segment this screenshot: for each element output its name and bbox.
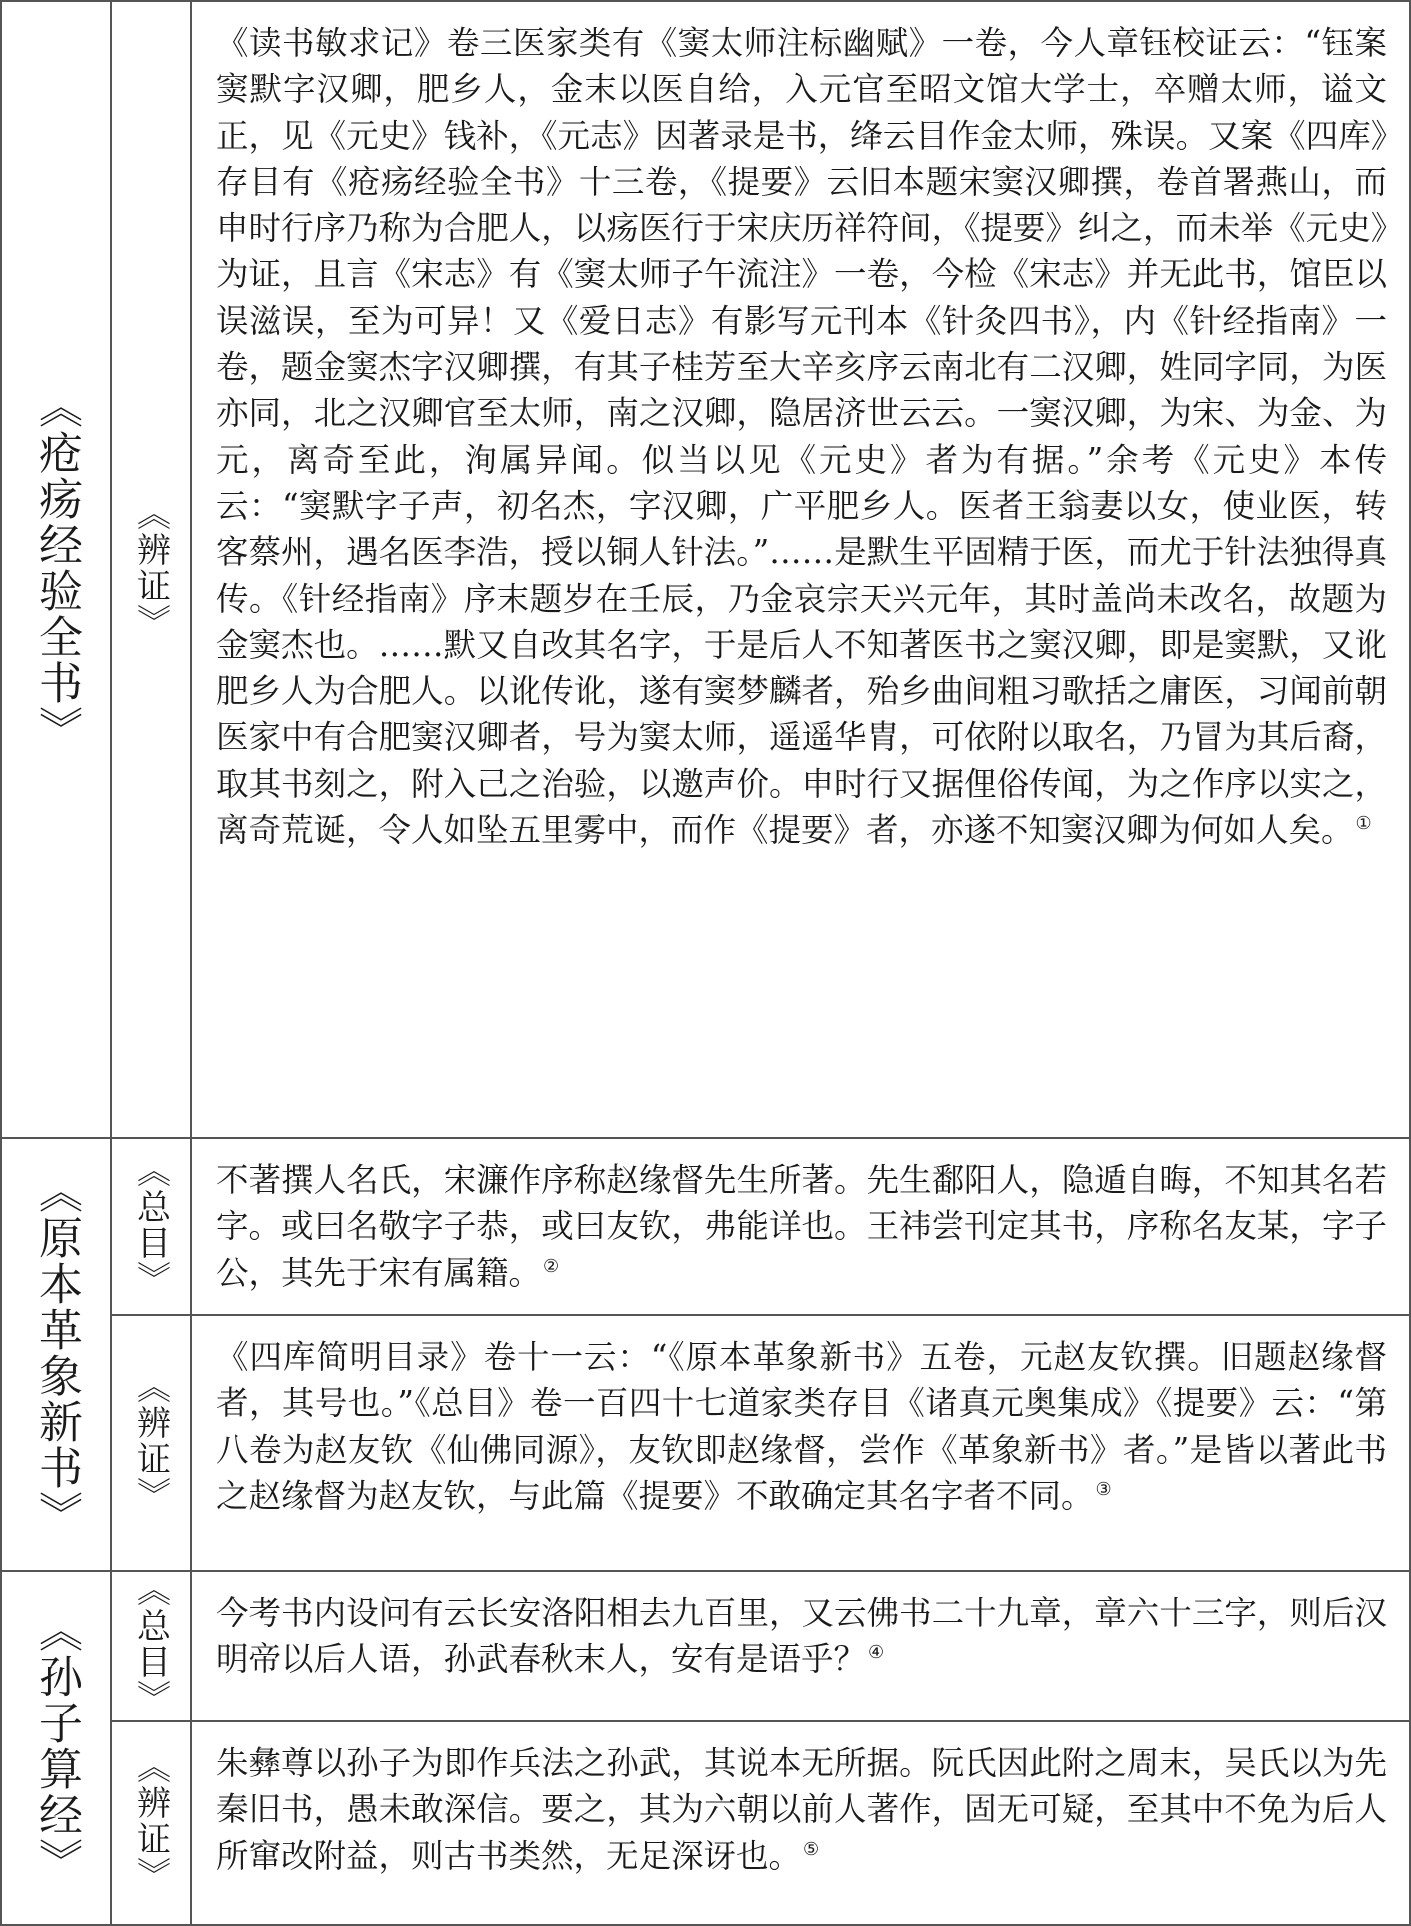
- book-title: 《疮疡经验全书》: [31, 383, 82, 752]
- book-title: 《孙子算经》: [31, 1608, 82, 1884]
- category-cell: [111, 1721, 191, 1925]
- footnote-mark: ⑤: [803, 1838, 820, 1860]
- category-label: 《总目》: [130, 1152, 171, 1297]
- category-cell: [111, 1138, 191, 1315]
- category-label: 《辨证》: [130, 1749, 171, 1893]
- table-row: [1, 1138, 1410, 1315]
- footnote-mark: ②: [543, 1255, 560, 1277]
- category-label: 《总目》: [130, 1572, 171, 1716]
- content-cell: [191, 1, 1410, 1138]
- footnote-mark: ④: [868, 1642, 885, 1664]
- book-title-cell: [1, 1, 111, 1138]
- content-cell: [191, 1138, 1410, 1315]
- content-text: 朱彝尊以孙子为即作兵法之孙武，其说本无所据。阮氏因此附之周末，吴氏以为先秦旧书，愚未敢深信。要之，其为六朝以前人著作，固无可疑，至其中不免为后人所窜改附益，则古书类然，无足深讶也。: [216, 1744, 1387, 1875]
- category-cell: [111, 1315, 191, 1571]
- category-label: 《辨证》: [130, 495, 171, 640]
- book-title-cell: [1, 1571, 111, 1925]
- footnote-mark: ③: [1095, 1479, 1112, 1501]
- table-row: [1, 1, 1410, 1138]
- footnote-mark: ①: [1355, 813, 1372, 835]
- content-text: 今考书内设问有云长安洛阳相去九百里，又云佛书二十九章，章六十三字，则后汉明帝以后人语，孙武春秋末人，安有是语乎？: [216, 1594, 1387, 1679]
- table-row: [1, 1571, 1410, 1721]
- content-cell: [191, 1721, 1410, 1925]
- book-title: 《原本革象新书》: [31, 1168, 82, 1537]
- category-label: 《辨证》: [130, 1369, 171, 1513]
- table-row: [1, 1315, 1410, 1571]
- content-cell: [191, 1571, 1410, 1721]
- content-text: 《读书敏求记》卷三医家类有《窦太师注标幽赋》一卷，今人章钰校证云：“钰案窦默字汉卿，肥乡人，金末以医自给，入元官至昭文馆大学士，卒赠太师，谥文正，见《元史》钱补，《元志》因著录是书，绛云目作金太师，殊误。又案《四库》存目有《疮疡经验全书》十三卷，《提要》云旧本题宋窦汉卿撰，卷首署燕山，而申时行序乃称为合肥人，以疡医行于宋庆历祥符间，《提要》纠之，而未举《元史》为证，且言《宋志》有《窦太师子午流注》一卷，今检《宋志》并无此书，馆臣以误滋误，至为可异！又《爱日志》有影写元刊本《针灸四书》，内《针经指南》一卷，题金窦杰字汉卿撰，有其子桂芳至大辛亥序云南北有二汉卿，姓同字同，为医亦同，北之汉卿官至太师，南之汉卿，隐居济世云云。一窦汉卿，为宋、为金、为元，离奇至此，洵属异闻。似当以见《元史》者为有据。”余考《元史》本传云：“窦默字子声，初名杰，字汉卿，广平肥乡人。医者王翁妻以女，使业医，转客蔡州，遇名医李浩，授以铜人针法。”……是默生平固精于医，而尤于针法独得真传。《针经指南》序末题岁在壬辰，乃金哀宗天兴元年，其时盖尚未改名，故题为金窦杰也。……默又自改其名字，于是后人不知著医书之窦汉卿，即是窦默，又讹肥乡人为合肥人。以讹传讹，遂有窦梦麟者，殆乡曲间粗习歌括之庸医，习闻前朝医家中有合肥窦汉卿者，号为窦太师，遥遥华胄，可依附以取名，乃冒为其后裔，取其书刻之，附入己之治验，以邀声价。申时行又据俚俗传闻，为之作序以实之，离奇荒诞，令人如坠五里雾中，而作《提要》者，亦遂不知窦汉卿为何如人矣。: [216, 24, 1387, 850]
- content-cell: [191, 1315, 1410, 1571]
- table-row: [1, 1721, 1410, 1925]
- content-text: 《四库简明目录》卷十一云：“《原本革象新书》五卷，元赵友钦撰。旧题赵缘督者，其号也。”《总目》卷一百四十七道家类存目《诸真元奥集成》《提要》云：“第八卷为赵友钦《仙佛同源》，友钦即赵缘督，尝作《革象新书》者。”是皆以著此书之赵缘督为赵友钦，与此篇《提要》不敢确定其名字者不同。: [216, 1338, 1387, 1515]
- book-title-cell: [1, 1138, 111, 1571]
- category-cell: [111, 1571, 191, 1721]
- content-text: 不著撰人名氏，宋濂作序称赵缘督先生所著。先生鄱阳人，隐遁自晦，不知其名若字。或曰名敬字子恭，或曰友钦，弗能详也。王祎尝刊定其书，序称名友某，字子公，其先于宋有属籍。: [216, 1161, 1387, 1292]
- category-cell: [111, 1, 191, 1138]
